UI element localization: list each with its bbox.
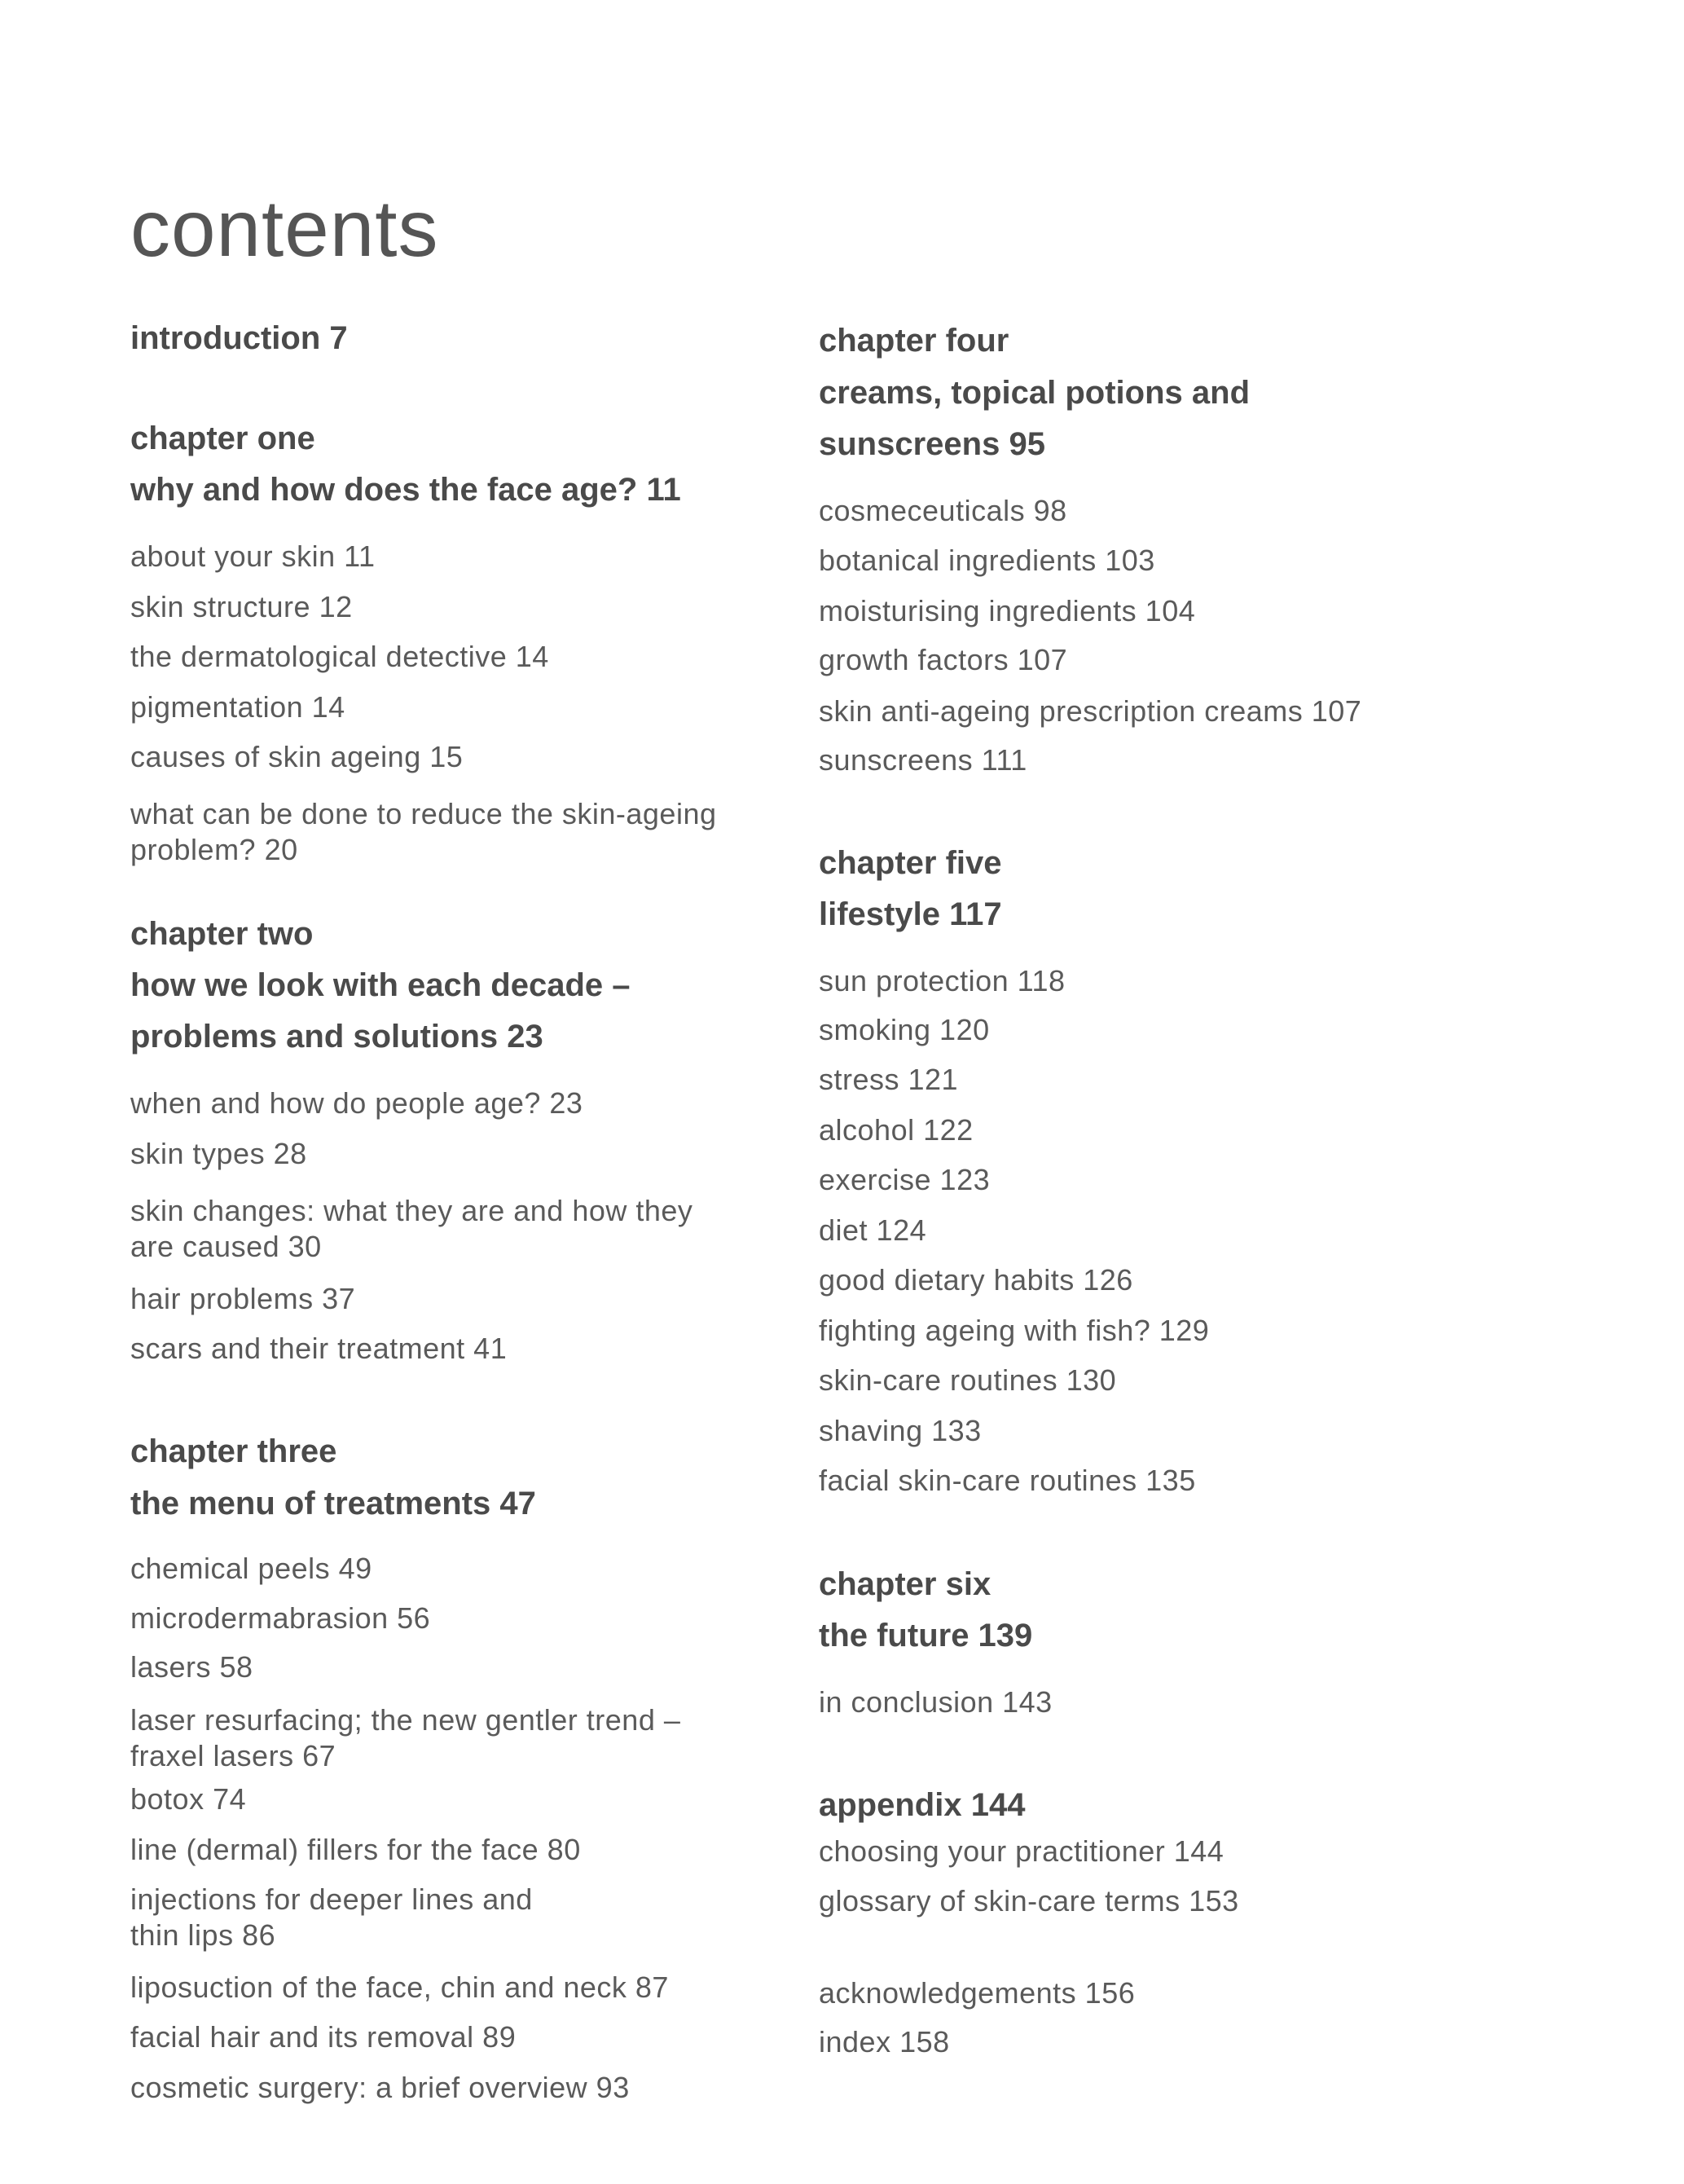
toc-entry: liposuction of the face, chin and neck 87 (130, 1970, 669, 2004)
toc-entry: skin changes: what they are and how they are caused 30 (130, 1194, 693, 1263)
toc-entry: skin anti-ageing prescription creams 107 (819, 694, 1362, 728)
page-title: contents (130, 183, 439, 273)
toc-heading: chapter one (130, 421, 315, 456)
toc-left-column (130, 0, 798, 2106)
toc-entry: scars and their treatment 41 (130, 1332, 508, 1365)
toc-heading: sunscreens 95 (819, 426, 1045, 462)
toc-heading: chapter three (130, 1433, 337, 1469)
toc-entry: moisturising ingredients 104 (819, 594, 1196, 627)
toc-entry: skin-care routines 130 (819, 1363, 1117, 1397)
toc-entry: in conclusion 143 (819, 1685, 1053, 1719)
toc-heading: creams, topical potions and (819, 375, 1251, 411)
toc-entry: diet 124 (819, 1213, 927, 1247)
toc-entry: the dermatological detective 14 (130, 640, 549, 673)
toc-entry: hair problems 37 (130, 1282, 356, 1315)
toc-entry: botox 74 (130, 1782, 247, 1816)
toc-entry: when and how do people age? 23 (130, 1086, 583, 1120)
toc-entry: facial skin-care routines 135 (819, 1464, 1196, 1497)
toc-heading: chapter five (819, 845, 1002, 881)
toc-right-column (819, 0, 1601, 2060)
toc-heading: chapter four (819, 323, 1009, 359)
toc-entry: exercise 123 (819, 1163, 991, 1196)
toc-entry: stress 121 (819, 1063, 959, 1096)
toc-entry: what can be done to reduce the skin-ageing problem? 20 (130, 797, 717, 866)
toc-entry: good dietary habits 126 (819, 1263, 1133, 1297)
toc-heading: chapter two (130, 916, 314, 952)
toc-entry: chemical peels 49 (130, 1552, 372, 1585)
toc-entry: pigmentation 14 (130, 690, 345, 724)
toc-heading: lifestyle 117 (819, 896, 1002, 932)
toc-entry: skin types 28 (130, 1137, 307, 1170)
toc-heading: the menu of treatments 47 (130, 1486, 536, 1521)
toc-entry: sun protection 118 (819, 964, 1066, 997)
toc-heading: chapter six (819, 1566, 991, 1602)
toc-entry: smoking 120 (819, 1013, 990, 1046)
toc-entry: growth factors 107 (819, 643, 1068, 676)
toc-entry: lasers 58 (130, 1650, 253, 1684)
toc-entry: microdermabrasion 56 (130, 1601, 431, 1635)
toc-entry: glossary of skin-care terms 153 (819, 1884, 1239, 1918)
toc-entry: cosmeceuticals 98 (819, 494, 1067, 527)
toc-entry: choosing your practitioner 144 (819, 1834, 1225, 1868)
toc-entry: facial hair and its removal 89 (130, 2020, 517, 2054)
toc-entry: shaving 133 (819, 1414, 982, 1447)
toc-heading: problems and solutions 23 (130, 1019, 543, 1055)
toc-heading: how we look with each decade – (130, 967, 631, 1003)
toc-entry: line (dermal) fillers for the face 80 (130, 1833, 581, 1866)
toc-entry: skin structure 12 (130, 590, 353, 623)
toc-heading: why and how does the face age? 11 (130, 472, 681, 508)
toc-entry: causes of skin ageing 15 (130, 740, 464, 773)
toc-entry: injections for deeper lines and thin lips 86 (130, 1882, 533, 1952)
toc-heading: introduction 7 (130, 320, 348, 356)
toc-entry: sunscreens 111 (819, 743, 1027, 777)
toc-entry: about your skin 11 (130, 539, 376, 573)
toc-entry: index 158 (819, 2025, 950, 2059)
toc-entry: acknowledgements 156 (819, 1976, 1136, 2010)
toc-heading: the future 139 (819, 1618, 1033, 1653)
toc-entry: botanical ingredients 103 (819, 544, 1155, 577)
toc-entry: cosmetic surgery: a brief overview 93 (130, 2071, 630, 2104)
toc-entry: laser resurfacing; the new gentler trend – fraxel lasers 67 (130, 1703, 681, 1772)
toc-entry: fighting ageing with fish? 129 (819, 1314, 1210, 1347)
toc-entry: alcohol 122 (819, 1113, 974, 1147)
toc-heading: appendix 144 (819, 1787, 1026, 1823)
